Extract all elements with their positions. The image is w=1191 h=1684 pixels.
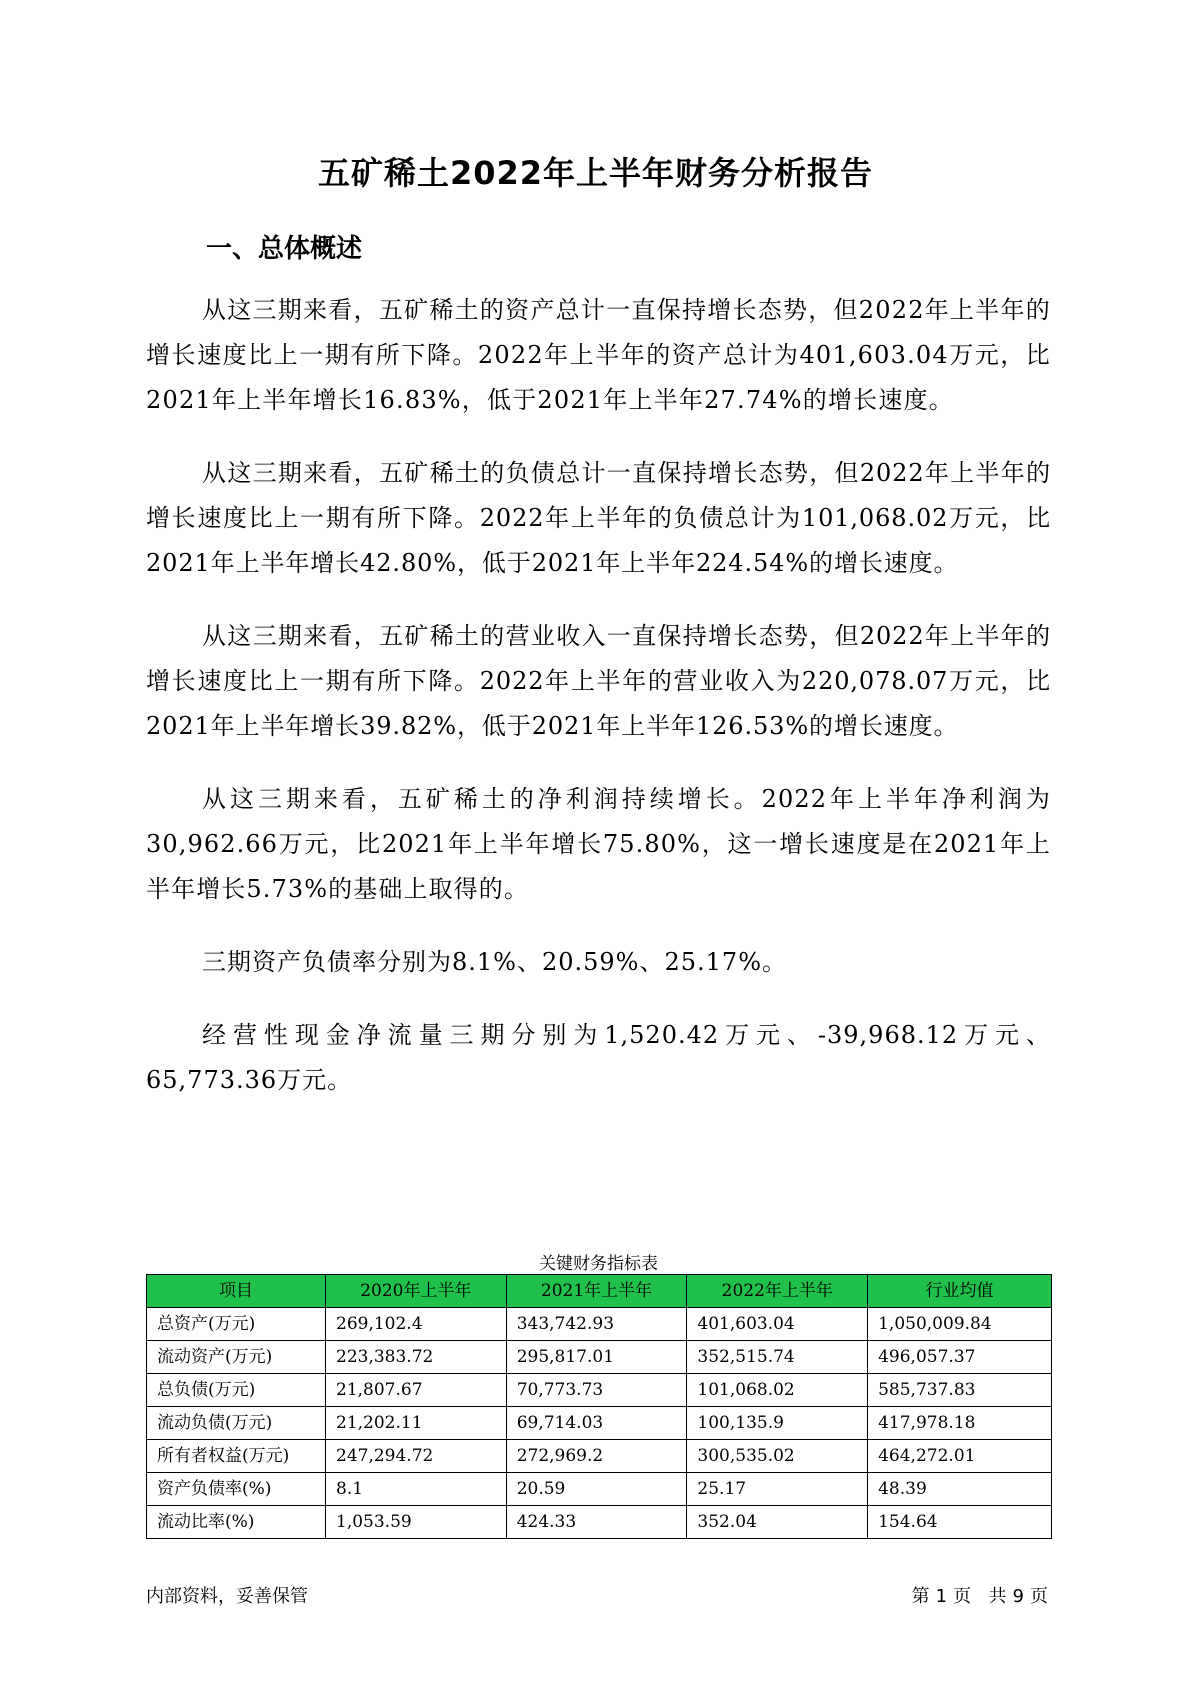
paragraph-net-profit: 从这三期来看，五矿稀土的净利润持续增长。2022年上半年净利润为30,962.66万元，比2021年上半年增长75.80%，这一增长速度是在2021年上半年增长5.73%的基础上取得的。 <box>146 785 1051 903</box>
page-current: 1 <box>935 1586 948 1607</box>
table-cell: 343,742.93 <box>506 1308 687 1341</box>
table-cell: 247,294.72 <box>326 1440 507 1473</box>
table-row <box>147 1407 1052 1440</box>
table-cell: 585,737.83 <box>868 1374 1052 1407</box>
table-cell: 流动比率(%) <box>147 1506 326 1539</box>
table-cell: 69,714.03 <box>506 1407 687 1440</box>
page-prefix: 第 <box>911 1586 930 1607</box>
page-suffix: 页 <box>953 1586 972 1607</box>
total-pages: 9 <box>1012 1586 1024 1607</box>
table-cell: 223,383.72 <box>326 1341 507 1374</box>
table-header-cell: 项目 <box>147 1275 326 1308</box>
total-suffix: 页 <box>1030 1586 1048 1607</box>
table-header-row <box>147 1275 1052 1308</box>
table-cell: 1,053.59 <box>326 1506 507 1539</box>
paragraph-assets: 从这三期来看，五矿稀土的资产总计一直保持增长态势，但2022年上半年的增长速度比上一期有所下降。2022年上半年的资产总计为401,603.04万元，比2021年上半年增长16.83%，低于2021年上半年27.74%的增长速度。 <box>146 296 1051 414</box>
page-number <box>909 1582 1051 1608</box>
table-cell: 25.17 <box>687 1473 868 1506</box>
table-cell: 272,969.2 <box>506 1440 687 1473</box>
paragraph-cash-flow: 经营性现金净流量三期分别为1,520.42万元、-39,968.12万元、65,773.36万元。 <box>146 1021 1051 1094</box>
table-cell: 269,102.4 <box>326 1308 507 1341</box>
table-cell: 21,202.11 <box>326 1407 507 1440</box>
report-body <box>146 288 1051 1131</box>
table-cell: 464,272.01 <box>868 1440 1052 1473</box>
table-cell: 352.04 <box>687 1506 868 1539</box>
table-cell: 100,135.9 <box>687 1407 868 1440</box>
table-caption: 关键财务指标表 <box>539 1254 658 1274</box>
table-cell: 资产负债率(%) <box>147 1473 326 1506</box>
paragraph-revenue: 从这三期来看，五矿稀土的营业收入一直保持增长态势，但2022年上半年的增长速度比上一期有所下降。2022年上半年的营业收入为220,078.07万元，比2021年上半年增长39.82%，低于2021年上半年126.53%的增长速度。 <box>146 622 1051 740</box>
table-cell: 295,817.01 <box>506 1341 687 1374</box>
table-cell: 401,603.04 <box>687 1308 868 1341</box>
table-cell: 所有者权益(万元) <box>147 1440 326 1473</box>
table-cell: 101,068.02 <box>687 1374 868 1407</box>
table-row <box>147 1374 1052 1407</box>
table-row <box>147 1473 1052 1506</box>
key-financial-indicators-table <box>146 1274 1052 1539</box>
table-cell: 70,773.73 <box>506 1374 687 1407</box>
table-cell: 总资产(万元) <box>147 1308 326 1341</box>
table-header-cell: 2021年上半年 <box>506 1275 687 1308</box>
paragraph-liabilities: 从这三期来看，五矿稀土的负债总计一直保持增长态势，但2022年上半年的增长速度比上一期有所下降。2022年上半年的负债总计为101,068.02万元，比2021年上半年增长42.80%，低于2021年上半年224.54%的增长速度。 <box>146 459 1051 577</box>
table-row <box>147 1440 1052 1473</box>
table-cell: 417,978.18 <box>868 1407 1052 1440</box>
table-cell: 48.39 <box>868 1473 1052 1506</box>
table-row <box>147 1341 1052 1374</box>
table-cell: 1,050,009.84 <box>868 1308 1052 1341</box>
table-header-cell: 行业均值 <box>868 1275 1052 1308</box>
table-header-cell: 2020年上半年 <box>326 1275 507 1308</box>
paragraph-debt-ratio: 三期资产负债率分别为8.1%、20.59%、25.17%。 <box>202 948 787 976</box>
table-cell: 21,807.67 <box>326 1374 507 1407</box>
table-cell: 300,535.02 <box>687 1440 868 1473</box>
table-row <box>147 1506 1052 1539</box>
table-cell: 20.59 <box>506 1473 687 1506</box>
section-heading: 一、总体概述 <box>206 234 363 264</box>
total-prefix: 共 <box>988 1586 1007 1607</box>
table-cell: 496,057.37 <box>868 1341 1052 1374</box>
table-row <box>147 1308 1052 1341</box>
table-header-cell: 2022年上半年 <box>687 1275 868 1308</box>
page-title: 五矿稀土2022年上半年财务分析报告 <box>317 154 874 192</box>
table-cell: 424.33 <box>506 1506 687 1539</box>
table-cell: 流动负债(万元) <box>147 1407 326 1440</box>
table-cell: 154.64 <box>868 1506 1052 1539</box>
table-cell: 总负债(万元) <box>147 1374 326 1407</box>
footer-confidential-note: 内部资料，妥善保管 <box>146 1586 308 1607</box>
table-cell: 流动资产(万元) <box>147 1341 326 1374</box>
table-cell: 352,515.74 <box>687 1341 868 1374</box>
table-cell: 8.1 <box>326 1473 507 1506</box>
